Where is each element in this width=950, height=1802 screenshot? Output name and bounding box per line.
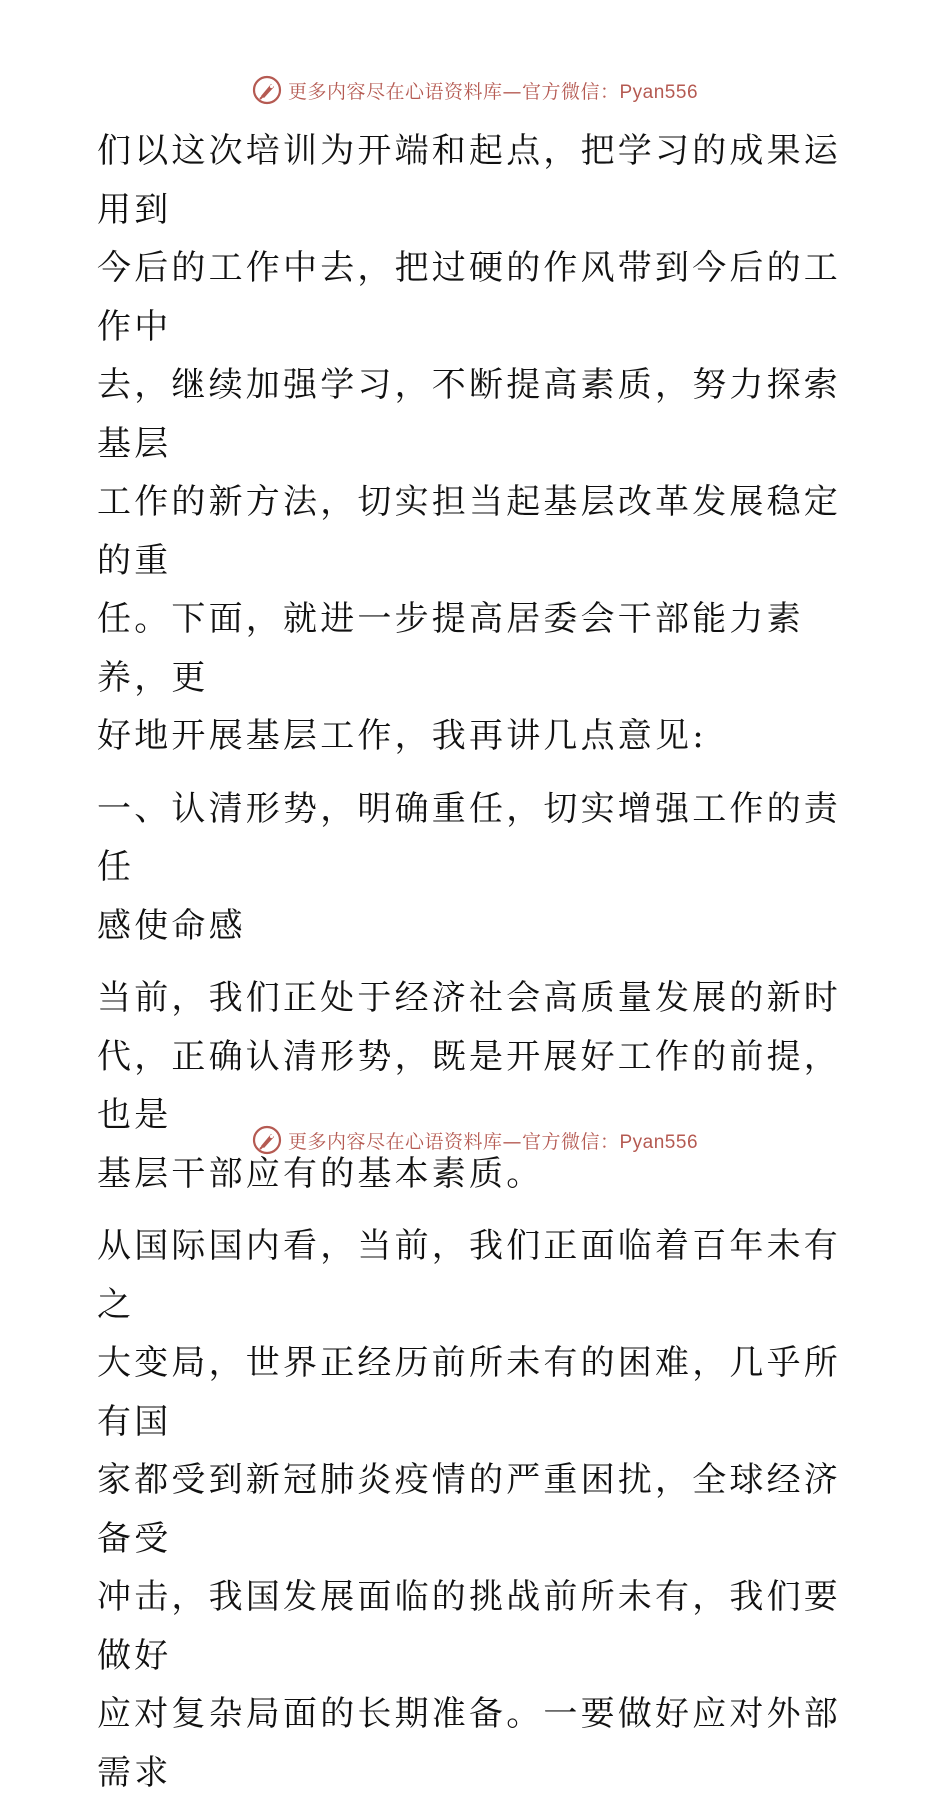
section-heading-1: 一、认清形势，明确重任，切实增强工作的责任 感使命感 [97, 788, 841, 946]
footer-watermark-text: 更多内容尽在心语资料库—官方微信：Pyan556 [287, 1130, 699, 1153]
footer-watermark-banner [0, 1120, 950, 1160]
header-watermark-banner [0, 70, 950, 110]
paragraph-2: 当前，我们正处于经济社会高质量发展的新时 代，正确认清形势，既是开展好工作的前提，也是 基层干部应有的基本素质。 [97, 978, 841, 1194]
header-watermark-text: 更多内容尽在心语资料库—官方微信：Pyan556 [287, 80, 699, 103]
document-body [97, 122, 857, 1802]
paragraph-3: 从国际国内看，当前，我们正面临着百年未有之 大变局，世界正经历前所未有的困难，几乎所有国 家都受到新冠肺炎疫情的严重困扰，全球经济备受 冲击，我国发展面临的挑战前所未有，我们要做好 应对复杂局面的长期准备。一要做好应对外部需求 [97, 1226, 841, 1793]
pen-nib-circle-icon [252, 1125, 282, 1155]
pen-nib-circle-icon [252, 75, 282, 105]
paragraph-1: 们以这次培训为开端和起点，把学习的成果运用到 今后的工作中去，把过硬的作风带到今后的工作中 去，继续加强学习，不断提高素质，努力探索基层 工作的新方法，切实担当起基层改革发展稳定的重 任。下面，就进一步提高居委会干部能力素养，更 好地开展基层工作，我再讲几点意见: [97, 131, 841, 756]
